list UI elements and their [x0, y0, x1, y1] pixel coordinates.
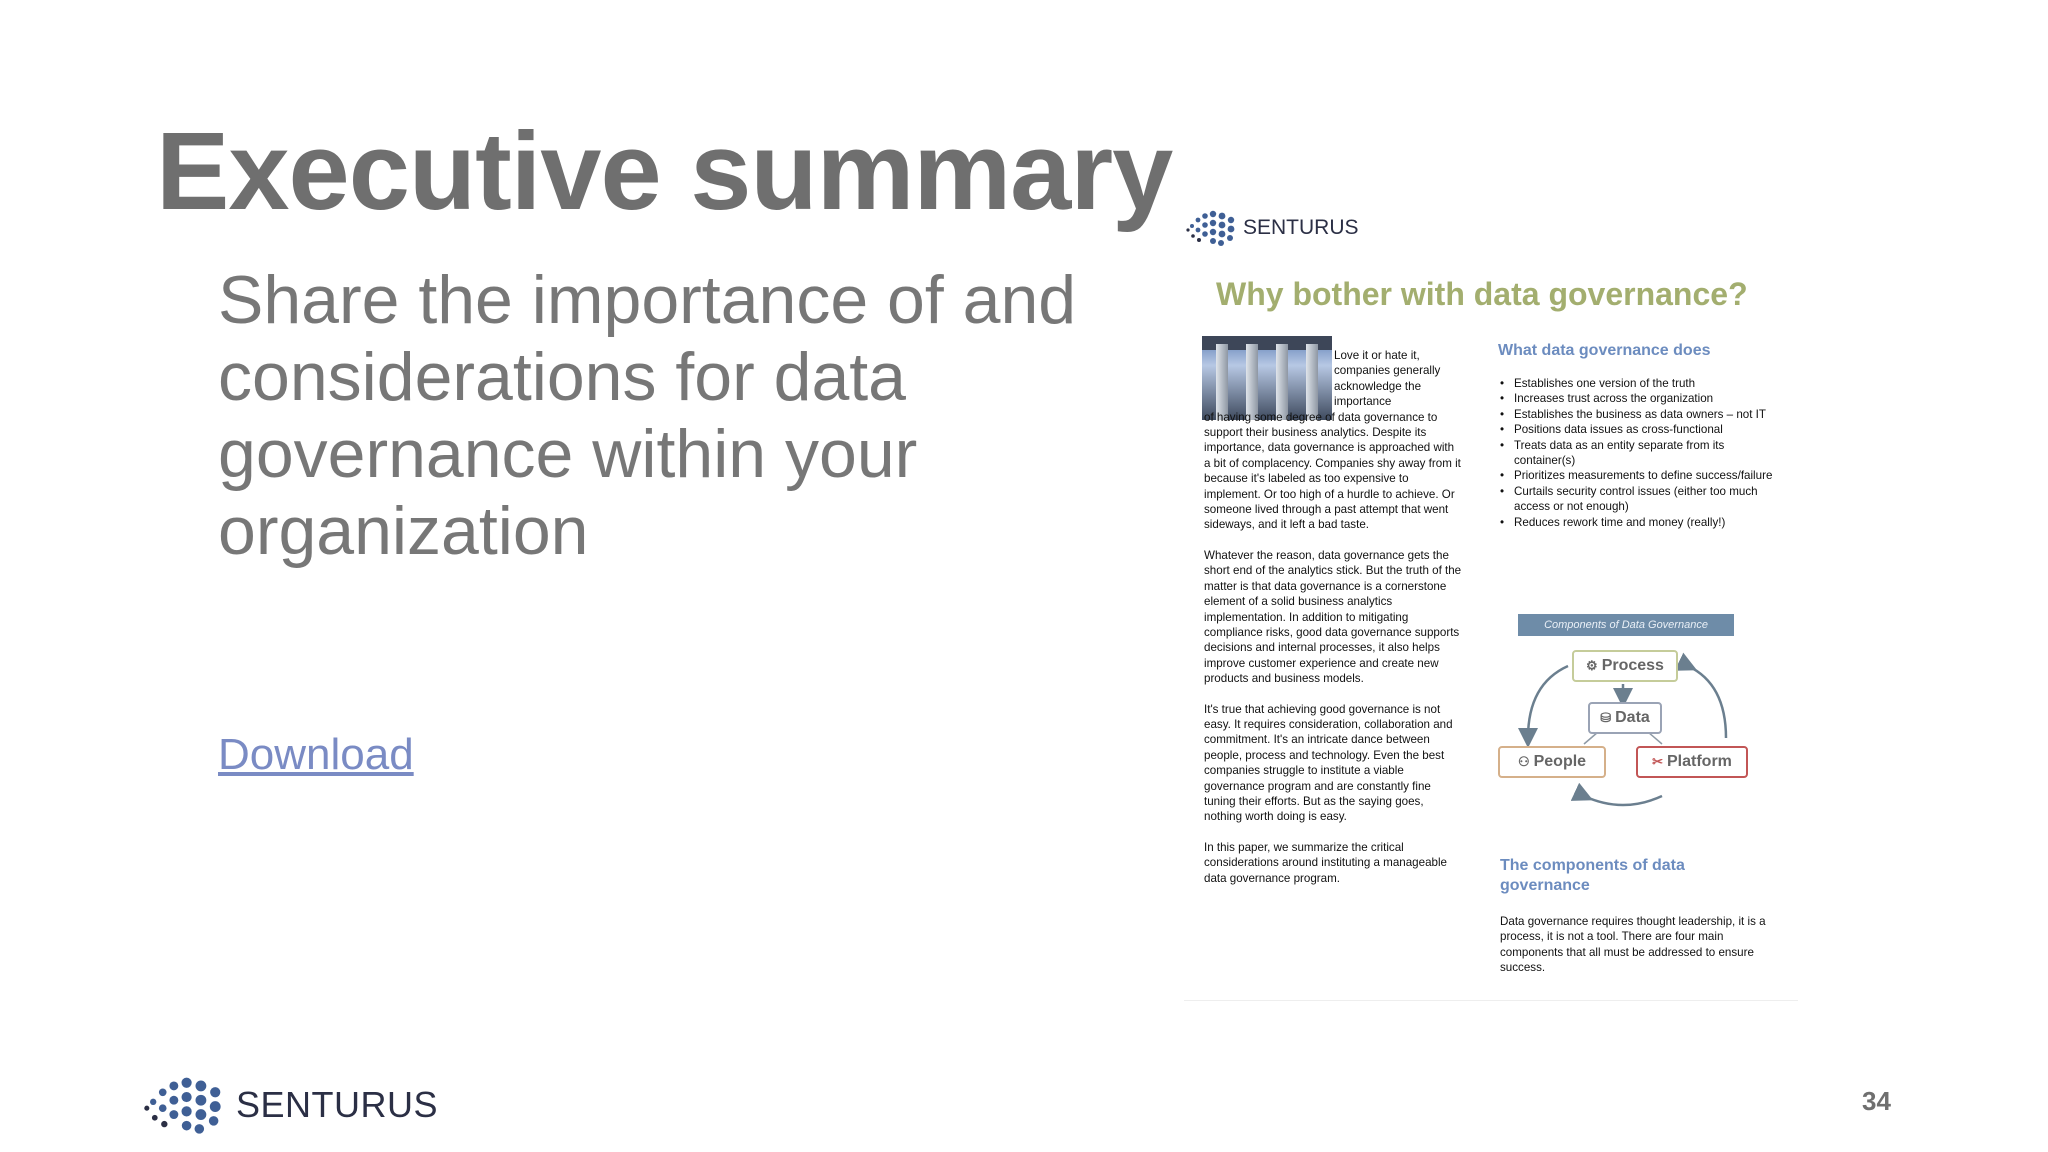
list-item: • Establishes one version of the truth — [1498, 376, 1778, 391]
process-icon: ⚙ — [1586, 658, 1598, 673]
people-icon: ⚇ — [1517, 754, 1530, 769]
intro-paragraph: Whatever the reason, data governance gets the short end of the analytics stick. But the truth of the matter is that data governance is a cornerstone element of a solid business analytics implementation. In addition to mitigating compliance risks, good data governance supports decisions and internal processes, it also helps improve customer experience and create new products and business models. — [1204, 548, 1462, 686]
people-node — [1498, 746, 1606, 778]
platform-icon: ✂ — [1652, 754, 1663, 769]
list-item: • Treats data as an entity separate from its container(s) — [1498, 438, 1778, 469]
document-thumbnail[interactable] — [1184, 200, 1798, 1001]
does-list — [1498, 376, 1778, 530]
process-node — [1572, 650, 1678, 682]
data-label: Data — [1615, 709, 1650, 726]
components-heading: The components of data governance — [1500, 857, 1685, 894]
footer-logo-text: SENTURUS — [236, 1084, 439, 1125]
slide-title: Executive summary — [156, 110, 1173, 233]
components-diagram — [1498, 614, 1768, 814]
list-item: • Increases trust across the organization — [1498, 391, 1778, 406]
people-label: People — [1533, 753, 1587, 770]
diagram-label: Components of Data Governance — [1518, 614, 1734, 636]
database-icon: ⛁ — [1600, 710, 1612, 725]
process-label: Process — [1601, 657, 1664, 674]
doc-logo-text: SENTURUS — [1243, 216, 1359, 239]
data-node — [1588, 702, 1662, 734]
footer-logo — [140, 1070, 438, 1140]
platform-node — [1636, 746, 1748, 778]
slide-subtitle: Share the importance of and considerations for data governance within your organization — [218, 262, 1077, 569]
list-item: • Establishes the business as data owners – not IT — [1498, 407, 1778, 422]
senturus-logo-icon — [140, 1070, 230, 1140]
intro-paragraph: In this paper, we summarize the critical considerations around instituting a manageable data governance program. — [1204, 840, 1447, 885]
doc-title: Why bother with data governance? — [1216, 276, 1748, 312]
platform-label: Platform — [1667, 753, 1732, 770]
list-item: • Curtails security control issues (either too much access or not enough) — [1498, 484, 1778, 515]
intro-column — [1204, 348, 1462, 901]
components-body: Data governance requires thought leadership, it is a process, it is not a tool. There are four main components that all must be addressed to ensure success. — [1500, 915, 1766, 975]
download-link[interactable]: Download — [218, 730, 414, 779]
list-item: • Prioritizes measurements to define success/failure — [1498, 468, 1778, 483]
intro-paragraph: It's true that achieving good governance is not easy. It requires consideration, collaboration and commitment. It's an intricate dance between people, process and technology. Even the best companies struggle to institute a viable governance program and are constantly fine tuning their efforts. But as the saying goes, nothing worth doing is easy. — [1204, 702, 1453, 824]
intro-paragraph: of having some degree of data governance to support their business analytics. Despite its importance, data governance is approached with a bit of complacency. Companies shy away from it because it's labeled as too expensive to implement. Or too high of a hurdle to achieve. Or someone lived through a past attempt that went sideways, and it left a bad taste. — [1204, 410, 1461, 532]
list-item: • Positions data issues as cross-functional — [1498, 422, 1778, 437]
doc-logo — [1184, 206, 1359, 250]
page-number: 34 — [1862, 1086, 1891, 1116]
does-heading: What data governance does — [1498, 342, 1711, 359]
senturus-logo-icon — [1184, 206, 1240, 250]
list-item: • Reduces rework time and money (really!) — [1498, 515, 1778, 530]
intro-paragraph: Love it or hate it, companies generally acknowledge the importance — [1334, 349, 1441, 409]
